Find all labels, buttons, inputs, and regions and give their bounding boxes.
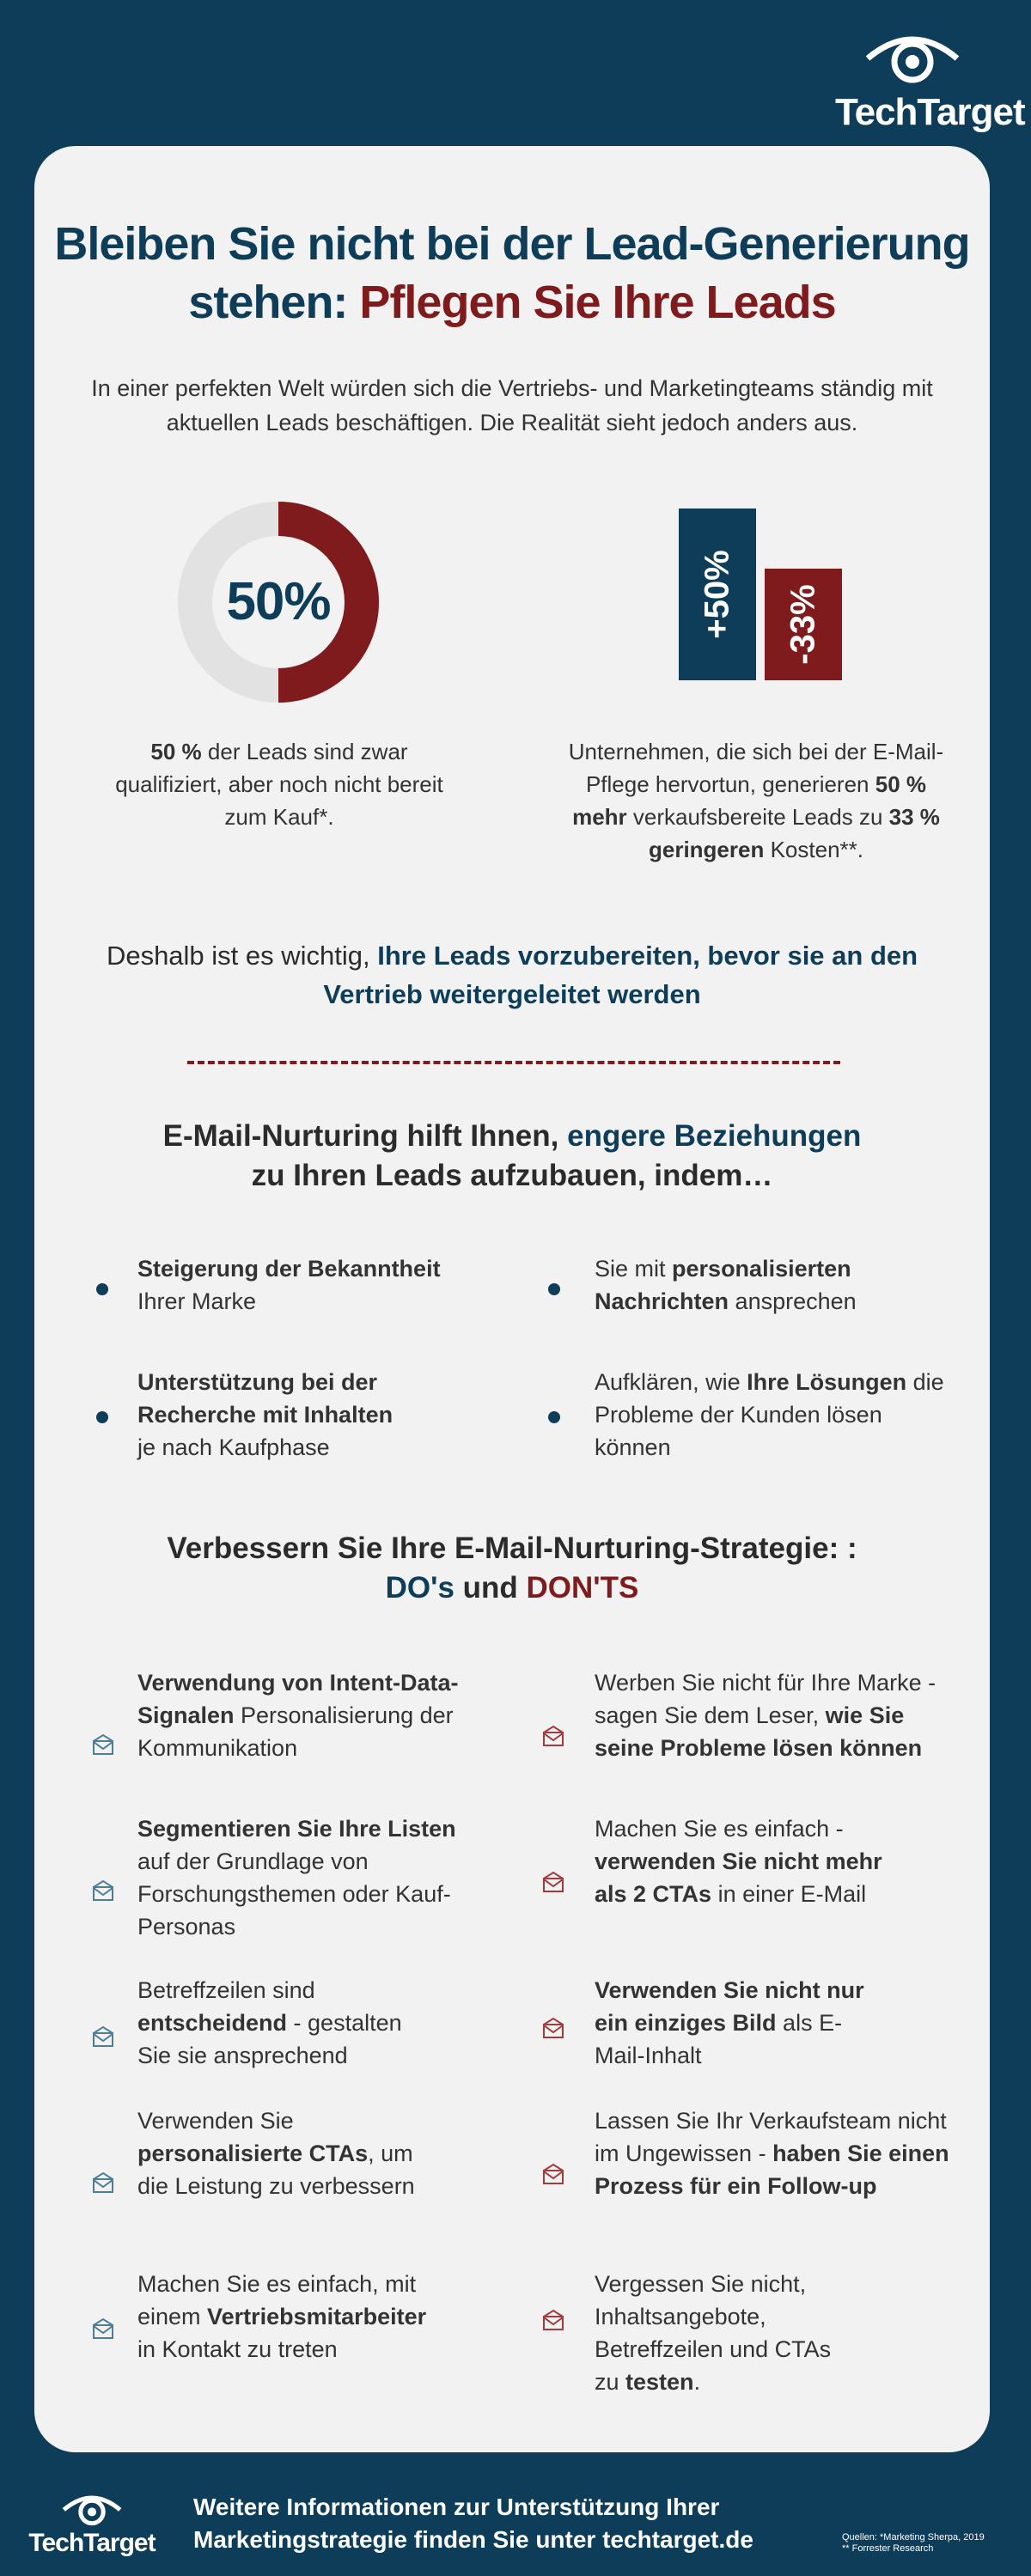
stat-donut-text: 50 % der Leads sind zwar qualifiziert, aber noch nicht bereit zum Kauf*. — [115, 739, 443, 830]
email-do-icon — [91, 2025, 115, 2049]
do-item-4: Verwenden Sie personalisierte CTAs, um die Leistung zu verbessern — [137, 2108, 415, 2199]
email-do-icon — [91, 2171, 115, 2195]
bullet-icon — [96, 1283, 108, 1295]
nurturing-item-3: Unterstützung bei der Recherche mit Inhalten je nach Kaufphase — [137, 1369, 393, 1460]
do-item-3: Betreffzeilen sind entscheidend - gestalten Sie sie ansprechend — [137, 1977, 402, 2068]
nurturing-heading: E-Mail-Nurturing hilft Ihnen, engere Beziehungen zu Ihren Leads aufzubauen, indem… — [162, 1119, 862, 1192]
intro-text: In einer perfekten Welt würden sich die Vertriebs- und Marketingteams ständig mit aktuellen Leads beschäftigen. Die Realität sieht jedoch anders aus. — [91, 375, 933, 435]
footer-logo: TechTarget — [27, 2489, 156, 2558]
bullet-icon — [96, 1411, 108, 1423]
do-item-5: Machen Sie es einfach, mit einem Vertriebsmitarbeiter in Kontakt zu treten — [137, 2271, 427, 2362]
bullet-icon — [548, 1411, 560, 1423]
email-do-icon — [91, 1879, 115, 1903]
donut-value: 50% — [226, 572, 331, 631]
email-do-icon — [91, 1733, 115, 1757]
key-message: Deshalb ist es wichtig, Ihre Leads vorzubereiten, bevor sie an den Vertrieb weitergeleitet werden — [106, 941, 918, 1009]
content-card — [34, 146, 990, 2452]
nurturing-item-1: Steigerung der Bekanntheit Ihrer Marke — [137, 1256, 441, 1314]
email-dont-icon — [541, 2163, 565, 2187]
email-dont-icon — [541, 1871, 565, 1895]
dont-item-5: Vergessen Sie nicht, Inhaltsangebote, Betreffzeilen und CTAs zu testen. — [595, 2271, 832, 2395]
dont-item-1: Werben Sie nicht für Ihre Marke - sagen Sie dem Leser, wie Sie seine Probleme lösen können — [595, 1670, 936, 1761]
sources: Quellen: *Marketing Sherpa, 2019 ** Forrester Research — [842, 2532, 985, 2554]
dont-item-2: Machen Sie es einfach - verwenden Sie nicht mehr als 2 CTAs in einer E-Mail — [595, 1816, 882, 1907]
bar-minus-33: -33% — [765, 569, 842, 680]
strategy-heading: Verbessern Sie Ihre E-Mail-Nurturing-Strategie: : DO's und DON'TS — [167, 1532, 857, 1605]
bullet-icon — [548, 1283, 560, 1295]
brand-logo — [835, 26, 1025, 134]
eye-logo-icon — [861, 26, 964, 86]
nurturing-item-4: Aufklären, wie Ihre Lösungen die Probleme der Kunden lösen können — [595, 1369, 944, 1460]
dont-item-3: Verwenden Sie nicht nur ein einziges Bild als E-Mail-Inhalt — [595, 1977, 864, 2068]
eye-logo-icon — [56, 2489, 128, 2527]
email-dont-icon — [541, 1725, 565, 1749]
email-dont-icon — [541, 2017, 565, 2041]
nurturing-item-2: Sie mit personalisierten Nachrichten ansprechen — [595, 1256, 857, 1314]
do-item-1: Verwendung von Intent-Data-Signalen Personalisierung der Kommunikation — [137, 1670, 459, 1761]
footer-cta: Weitere Informationen zur Unterstützung Ihrer Marketingstrategie finden Sie unter techtarget.de — [193, 2494, 753, 2553]
brand-name: TechTarget — [835, 91, 1025, 133]
bar-plus-50: +50% — [679, 509, 756, 680]
stat-bars-text: Unternehmen, die sich bei der E-Mail-Pflege hervortun, generieren 50 % mehr verkaufsbereite Leads zu 33 % geringeren Kosten**. — [568, 739, 944, 862]
page-title: Bleiben Sie nicht bei der Lead-Generierung stehen: Pflegen Sie Ihre Leads — [54, 218, 970, 328]
email-do-icon — [91, 2317, 115, 2342]
email-dont-icon — [541, 2309, 565, 2333]
do-item-2: Segmentieren Sie Ihre Listen auf der Grundlage von Forschungsthemen oder Kauf-Personas — [137, 1816, 456, 1940]
dont-item-4: Lassen Sie Ihr Verkaufsteam nicht im Ungewissen - haben Sie einen Prozess für ein Follow-up — [595, 2108, 949, 2199]
dashed-divider — [187, 1061, 840, 1064]
